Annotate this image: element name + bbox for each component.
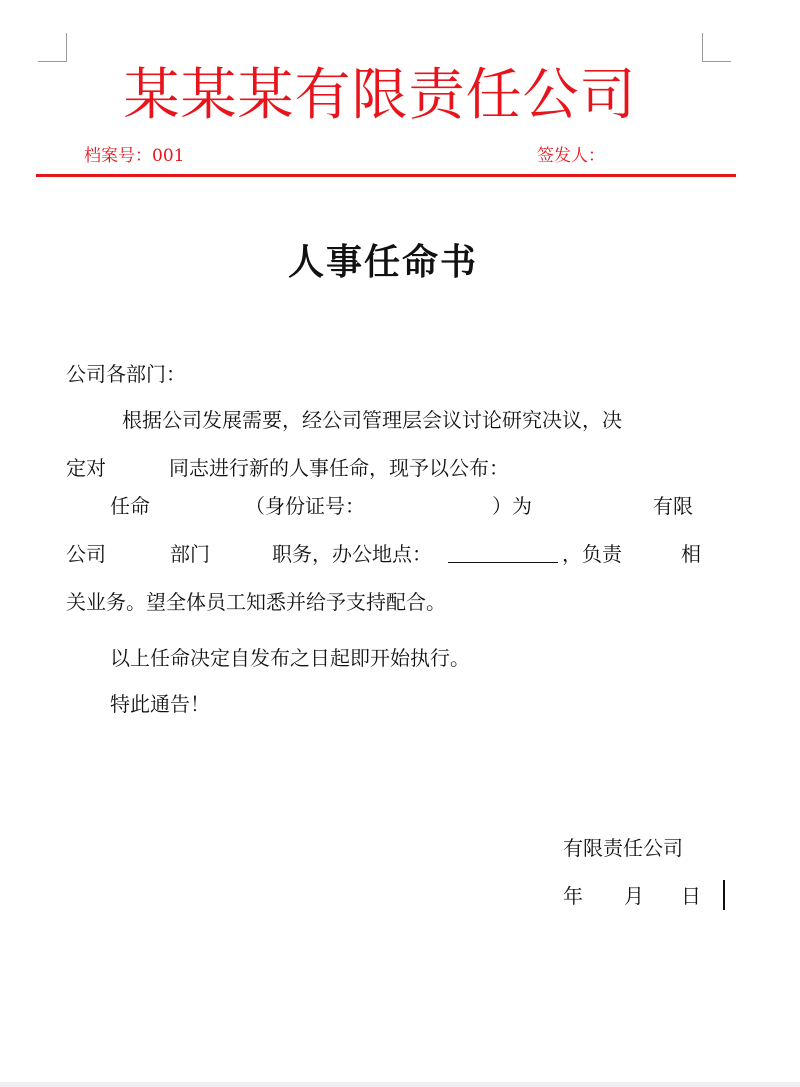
responsible-word: ，负责	[562, 542, 622, 566]
body-line-1: 根据公司发展需要，经公司管理层会议讨论研究决议，决	[122, 408, 622, 432]
related-word: 相	[681, 542, 701, 566]
position-office-label: 职务，办公地点：	[272, 542, 432, 566]
crop-mark-top-right	[702, 33, 731, 62]
signature-company: 有限责任公司	[563, 836, 683, 860]
company-word: 公司	[66, 542, 106, 566]
issuer-label: 签发人：	[537, 146, 605, 166]
office-location-blank	[448, 540, 558, 568]
body-line-2-rest: 同志进行新的人事任命，现予以公布：	[169, 456, 509, 480]
text-cursor	[723, 880, 725, 910]
effective-statement: 以上任命决定自发布之日起即开始执行。	[110, 646, 470, 670]
signature-day: 日	[681, 884, 701, 908]
department-word: 部门	[170, 542, 210, 566]
body-line-5: 关业务。望全体员工知悉并给予支持配合。	[66, 590, 446, 614]
document-title: 人事任命书	[287, 241, 478, 283]
id-number-close: ）为	[492, 494, 532, 518]
signature-month: 月	[624, 884, 644, 908]
salutation: 公司各部门：	[66, 362, 186, 386]
company-letterhead-title: 某某某有限责任公司	[123, 63, 637, 128]
appoint-word: 任命	[110, 494, 150, 518]
page-bottom-edge	[0, 1082, 800, 1087]
id-number-open: （身份证号：	[245, 494, 365, 518]
notice-statement: 特此通告！	[110, 692, 210, 716]
signature-year: 年	[563, 884, 583, 908]
file-number: 档案号：001	[84, 146, 185, 166]
crop-mark-top-left	[38, 33, 67, 62]
body-line-2-start: 定对	[66, 456, 106, 480]
letterhead-divider	[36, 174, 736, 177]
limited-word: 有限	[653, 494, 693, 518]
